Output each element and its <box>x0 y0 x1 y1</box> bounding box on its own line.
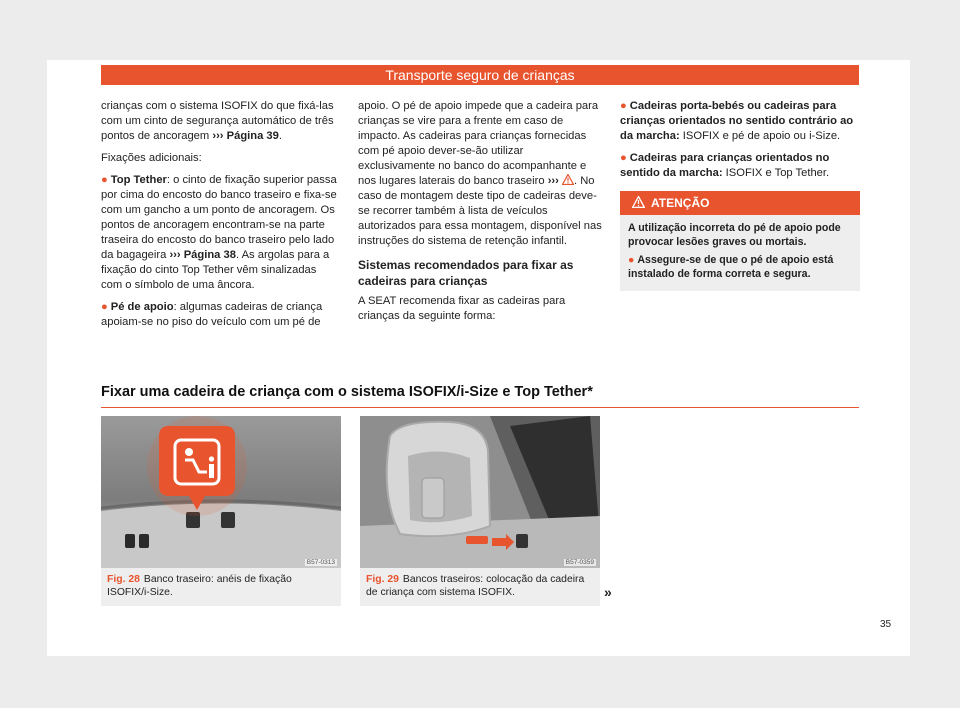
image-code: B57-0359 <box>565 559 594 566</box>
figure-28 <box>101 416 341 606</box>
bullet-item: ● Cadeiras porta-bebés ou cadeiras para crianças orientados no sentido contrário ao da marcha: ISOFIX e pé de apoio ou i-Size. <box>620 100 854 142</box>
column-1 <box>101 99 337 337</box>
bullet-item: ● Cadeiras para crianças orientados no sentido da marcha: ISOFIX e Top Tether. <box>620 152 830 179</box>
bullet-icon: ● <box>101 301 108 313</box>
page-header: Transporte seguro de crianças <box>101 65 859 85</box>
page-reference-link[interactable]: ››› Página 38 <box>169 249 236 261</box>
bullet-icon: ● <box>628 254 635 266</box>
paragraph: Fixações adicionais: <box>101 152 202 164</box>
reference-link[interactable]: ››› <box>548 175 574 187</box>
paragraph: apoio. O pé de apoio impede que a cadeira para crianças se vire para a frente em caso de impacto. As cadeiras para crianças fornecidas com pé apoio dever-se-ão utilizar exclusivamente no banco do acompanhante e nos lugares laterais do banco traseiro ››› . No caso de montagem deste tipo de cadeiras deve-se recorrer também à lista de veículos autorizados para essa montagem, disponível nas instruções do sistema de retenção infantil. <box>358 100 602 247</box>
image-code: B57-0313 <box>306 559 335 566</box>
figure-caption: Fig. 29 Bancos traseiros: colocação da cadeira de criança com sistema ISOFIX. <box>360 568 600 606</box>
bullet-item: ● Top Tether: o cinto de fixação superior passa por cima do encosto do banco traseiro e fixa-se com um gancho a um ponto de ancoragem. Os pontos de ancoragem encontram-se na parte traseira do encosto do banco traseiro pelo lado da bagageira ››› Página 38. As argolas para a fixação do cinto Top Tether vêm sinalizadas com o símbolo de uma âncora. <box>101 174 337 291</box>
warning-body <box>620 215 860 291</box>
isofix-seat-photo <box>360 416 600 568</box>
warning-box <box>620 191 860 291</box>
warning-header: ATENÇÃO <box>620 191 860 215</box>
warning-text: A utilização incorreta do pé de apoio pode provocar lesões graves ou mortais. <box>628 222 841 248</box>
warning-icon <box>632 196 645 208</box>
subheading: Sistemas recomendados para fixar as cadeiras para crianças <box>358 258 574 288</box>
bullet-item: ● Pé de apoio: algumas cadeiras de criança apoiam-se no piso do veículo com um pé de <box>101 301 323 328</box>
section-title: Fixar uma cadeira de criança com o sistema ISOFIX/i-Size e Top Tether* <box>101 384 859 408</box>
isofix-rings-photo <box>101 416 341 568</box>
bullet-icon: ● <box>101 174 108 186</box>
bullet-icon: ● <box>620 152 627 164</box>
page-reference-link[interactable]: ››› Página 39 <box>212 130 279 142</box>
figure-29 <box>360 416 600 606</box>
bullet-icon: ● <box>620 100 627 112</box>
warning-bullet: ● Assegure-se de que o pé de apoio está instalado de forma correta e segura. <box>628 254 834 280</box>
paragraph: A SEAT recomenda fixar as cadeiras para crianças da seguinte forma: <box>358 295 566 322</box>
page-number: 35 <box>880 619 892 630</box>
warning-icon <box>562 174 574 185</box>
column-2 <box>358 99 602 331</box>
column-3 <box>620 99 860 291</box>
figure-caption: Fig. 28 Banco traseiro: anéis de fixação ISOFIX/i-Size. <box>101 568 341 606</box>
paragraph: crianças com o sistema ISOFIX do que fixá-las com um cinto de segurança automático de três pontos de ancoragem ››› Página 39. <box>101 100 334 142</box>
continued-marker: » <box>604 584 612 600</box>
